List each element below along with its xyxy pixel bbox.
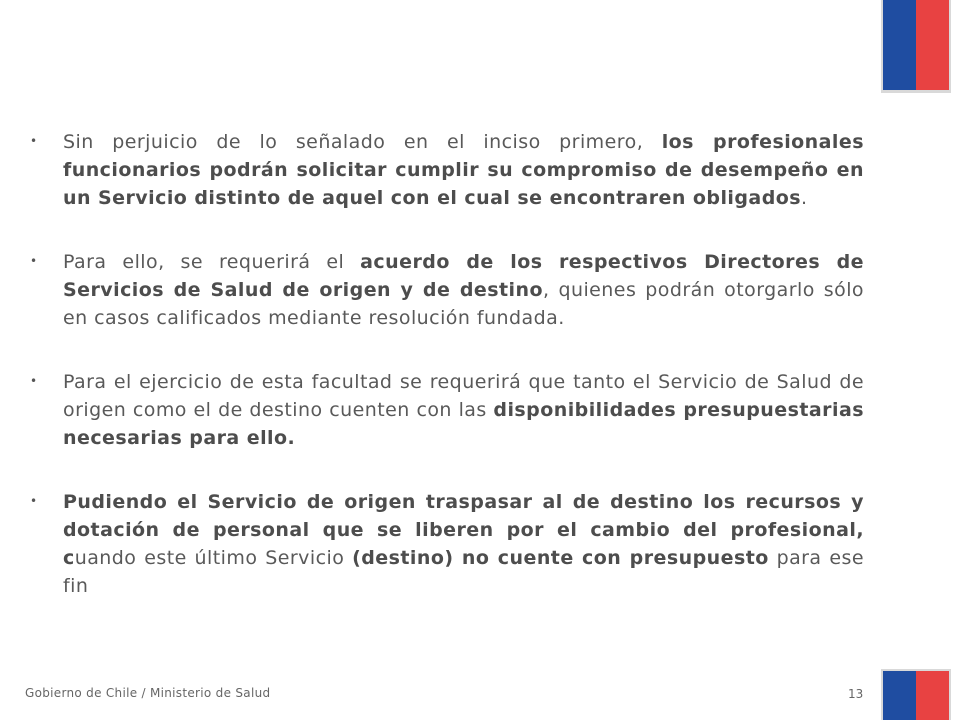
text-segment: para ese fin [63,547,864,597]
bullet-item [30,368,864,452]
bullet-item [30,248,864,332]
bullet-item [30,488,864,600]
text-segment: Para ello, se requerirá el [63,251,361,273]
flag-red-stripe [916,0,949,90]
text-segment: Para el ejercicio de esta facultad se requerirá que tanto el Servicio de Salud de origen como el de destino cuenten con las [63,371,864,421]
bullet-paragraph [63,368,864,452]
flag-red-stripe [916,671,949,720]
chile-flag-top-decoration [883,0,949,90]
bold-text-segment: disponibilidades presupuestarias necesarias para ello. [63,399,864,449]
text-segment: Sin perjuicio de lo señalado en el inciso primero, [63,131,662,153]
bold-text-segment: Pudiendo el Servicio de origen traspasar al de destino los recursos y dotación de personal que se liberen por el cambio del profesional, c [63,491,864,569]
flag-blue-stripe [883,671,916,720]
footer-ministry-text: Gobierno de Chile / Ministerio de Salud [25,686,271,700]
bullet-paragraph [63,488,864,600]
bullet-list [30,128,864,636]
flag-blue-stripe [883,0,916,90]
text-segment: uando este último Servicio [74,547,353,569]
bullet-dot-icon: • [30,254,38,268]
page-number: 13 [848,687,864,701]
bullet-paragraph [63,128,864,212]
bullet-paragraph [63,248,864,332]
bullet-dot-icon: • [30,134,38,148]
bullet-dot-icon: • [30,494,38,508]
bold-text-segment: los profesionales funcionarios podrán solicitar cumplir su compromiso de desempeño en un Servicio distinto de aquel con el cual se encontraren obligados [63,131,864,209]
chile-flag-bottom-decoration [883,671,949,720]
bullet-dot-icon: • [30,374,38,388]
bullet-item [30,128,864,212]
text-segment: . [801,187,808,209]
bold-text-segment: acuerdo de los respectivos Directores de Servicios de Salud de origen y de destino [63,251,864,301]
text-segment: , quienes podrán otorgarlo sólo en casos calificados mediante resolución fundada. [63,279,865,329]
bold-text-segment: (destino) no cuente con presupuesto [352,547,769,569]
